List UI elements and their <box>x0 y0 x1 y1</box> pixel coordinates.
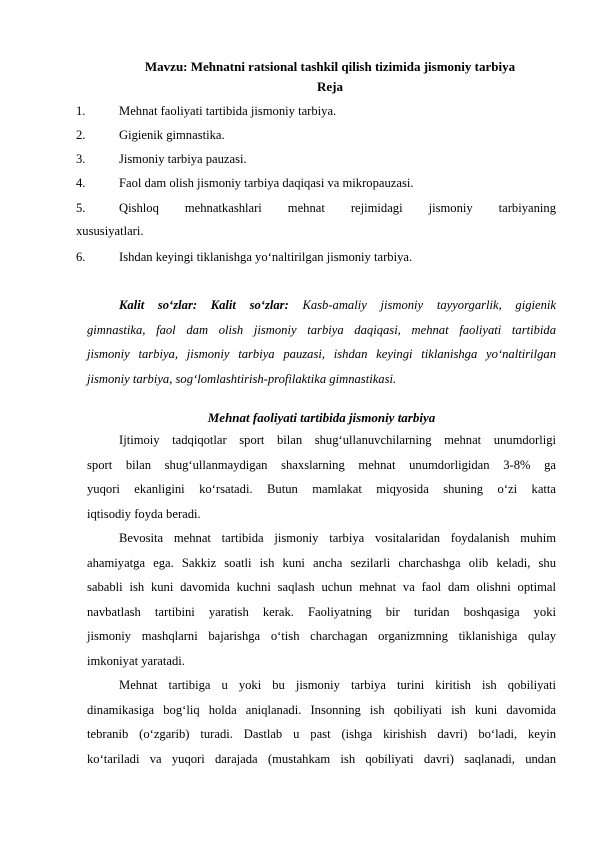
document-title: Mavzu: Mehnatni ratsional tashkil qilish tizimida jismoniy tarbiya <box>144 59 516 74</box>
plan-item-text: Ishdan keyingi tiklanishga yo‘naltirilgan jismoniy tarbiya. <box>119 250 413 264</box>
plan-item-number: 5. <box>76 201 86 215</box>
paragraph-line: yuqori ekanligini ko‘rsatadi. Butun mamlakat miqyosida shuning o‘zi katta <box>87 482 556 496</box>
plan-item-text: Qishloq mehnatkashlari mehnat rejimidagi jismoniy tarbiyaning <box>119 201 556 215</box>
paragraph-line: ahamiyatga ega. Sakkiz soatli ish kuni ancha sezilarli charchashga olib keladi, shu <box>87 556 556 570</box>
paragraph-line: navbatlash tartibini yaratish kerak. Faoliyatning bir turidan boshqasiga yoki <box>87 605 556 619</box>
plan-item-text: Jismoniy tarbiya pauzasi. <box>119 152 247 166</box>
paragraph-line: iqtisodiy foyda beradi. <box>87 507 201 521</box>
keywords-label: Kalit so‘zlar: Kalit so‘zlar: <box>119 298 289 312</box>
plan-item-text: Gigienik gimnastika. <box>119 128 225 142</box>
keywords-line <box>119 298 556 313</box>
plan-heading: Reja <box>317 79 343 94</box>
keywords-line: jismoniy tarbiya, sog‘lomlashtirish-profilaktika gimnastikasi. <box>87 372 397 386</box>
keywords-line: jismoniy tarbiya, jismoniy tarbiya pauzasi, ishdan keyingi tiklanishga yo‘naltirilgan <box>87 347 556 361</box>
paragraph-line: dinamikasiga bog‘liq holda aniqlanadi. Insonning ish qobiliyati ish kuni davomida <box>87 703 556 717</box>
paragraph-line: Mehnat tartibiga u yoki bu jismoniy tarbiya turini kiritish ish qobiliyati <box>119 678 556 692</box>
keywords-line: gimnastika, faol dam olish jismoniy tarbiya daqiqasi, mehnat faoliyati tartibida <box>87 323 556 337</box>
paragraph-line: tebranib (o‘zgarib) turadi. Dastlab u past (ishga kirishish davri) bo‘ladi, keyin <box>87 727 556 741</box>
plan-item-number: 4. <box>76 176 86 190</box>
plan-item-number: 1. <box>76 104 86 118</box>
plan-item-text: Mehnat faoliyati tartibida jismoniy tarbiya. <box>119 104 337 118</box>
paragraph-line: jismoniy mashqlarni bajarishga o‘tish charchagan organizmning tiklanishiga qulay <box>87 629 556 643</box>
keywords-text: Kasb-amaliy jismoniy tayyorgarlik, gigienik <box>302 298 556 312</box>
paragraph-line: ko‘tariladi va yuqori darajada (mustahkam ish qobiliyati davri) saqlanadi, undan <box>87 752 556 766</box>
plan-item-text: Faol dam olish jismoniy tarbiya daqiqasi va mikropauzasi. <box>119 176 414 190</box>
paragraph-line: sababli ish kuni davomida kuchni saqlash uchun mehnat va faol dam olishni optimal <box>87 580 556 594</box>
plan-item-number: 2. <box>76 128 86 142</box>
paragraph-line: imkoniyat yaratadi. <box>87 654 185 668</box>
plan-item-text-continuation: xususiyatlari. <box>76 224 144 238</box>
paragraph-line: Bevosita mehnat tartibida jismoniy tarbiya vositalaridan foydalanish muhim <box>119 531 556 545</box>
paragraph-line: sport bilan shug‘ullanmaydigan shaxslarning mehnat unumdorligidan 3-8% ga <box>87 458 556 472</box>
section-heading: Mehnat faoliyati tartibida jismoniy tarbiya <box>207 410 436 425</box>
plan-item-number: 6. <box>76 250 86 264</box>
paragraph-line: Ijtimoiy tadqiqotlar sport bilan shug‘ullanuvchilarning mehnat unumdorligi <box>119 433 556 447</box>
plan-item-number: 3. <box>76 152 86 166</box>
